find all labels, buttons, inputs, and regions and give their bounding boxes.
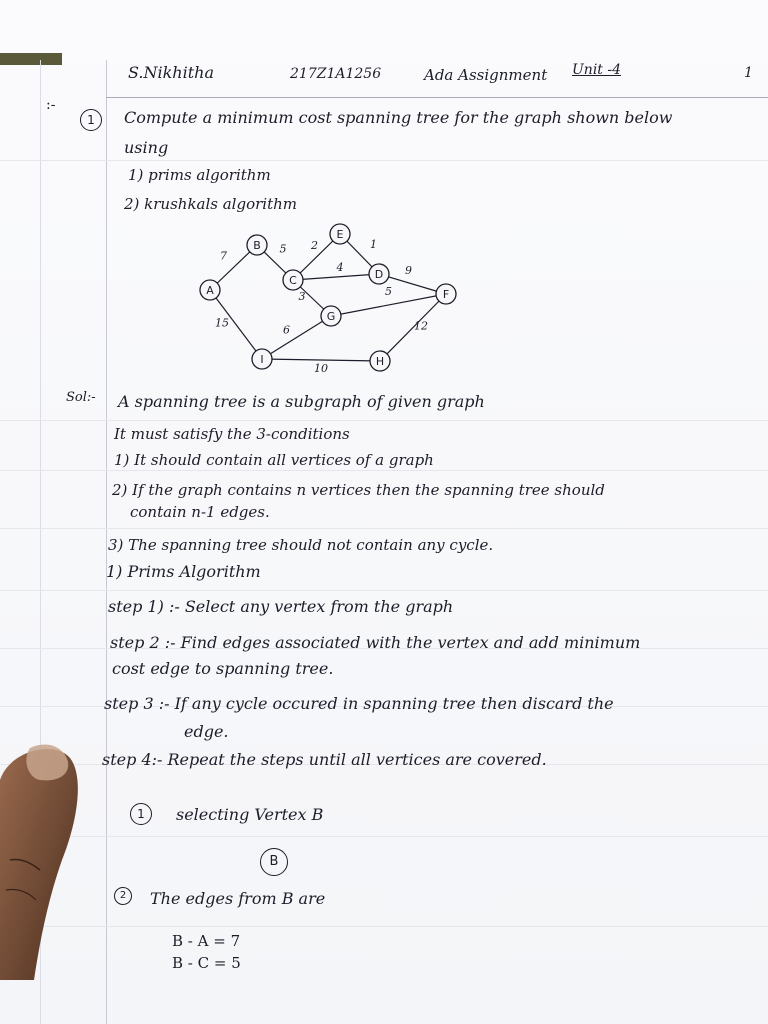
node-C [283,270,303,290]
edge-C-D [293,274,379,280]
ruled-line [0,836,768,837]
node-A [200,280,220,300]
step-3b: edge. [184,722,229,741]
ruled-line [0,926,768,927]
edge-b-c: B - C = 5 [172,954,241,972]
node-F [436,284,456,304]
tape-strip [0,53,62,65]
weight-C-D: 4 [336,261,344,274]
svg-text:H: H [375,355,385,368]
weighted-graph [190,218,470,380]
question-option-2: 2) krushkals algorithm [124,195,297,213]
node-B [247,235,267,255]
svg-text:G: G [326,310,336,323]
edge-I-G [262,316,331,359]
weight-C-E: 2 [311,239,318,252]
weight-B-C: 5 [279,242,287,256]
condition-2a: 2) If the graph contains n vertices then the spanning tree should [112,481,605,499]
selection-number: 1 [130,803,152,825]
svg-text:C: C [289,274,297,287]
ruled-line [0,420,768,421]
svg-text:D: D [374,268,384,281]
node-G [321,306,341,326]
node-E [330,224,350,244]
assignment-title: Ada Assignment [424,66,548,84]
ruled-line [0,590,768,591]
weight-F-H: 12 [414,319,428,333]
weight-D-F: 9 [405,264,412,277]
solution-line-2: It must satisfy the 3-conditions [114,425,350,443]
edge-F-H [380,294,446,361]
ruled-line [0,160,768,161]
ruled-line [0,528,768,529]
weight-G-F: 5 [385,285,392,298]
edges-step-number: 2 [114,887,132,905]
margin-mark: :- [46,97,56,113]
question-line-2: using [124,138,169,157]
prims-title: 1) Prims Algorithm [106,562,261,581]
step-3a: step 3 :- If any cycle occured in spanning tree then discard the [104,694,614,713]
step-1: step 1) :- Select any vertex from the graph [108,597,454,616]
graph-edges [210,234,446,361]
thumb-photo-artifact [0,740,90,980]
svg-text:F: F [442,288,450,301]
svg-text:A: A [206,284,214,297]
node-I [252,349,272,369]
solution-line-1: A spanning tree is a subgraph of given graph [118,392,485,411]
roll-number: 217Z1A1256 [290,66,382,82]
condition-2b: contain n-1 edges. [130,503,270,521]
ruled-line [0,470,768,471]
weight-E-D: 1 [370,238,377,251]
page-number: 1 [744,65,753,81]
margin-line [106,60,107,1024]
header-rule [106,97,768,98]
weight-A-B: 7 [220,249,227,263]
svg-text:I: I [260,353,264,366]
step-2a: step 2 :- Find edges associated with the vertex and add minimum [110,633,641,652]
edges-from-b-text: The edges from B are [150,889,326,908]
student-name: S.Nikhitha [128,63,214,82]
edge-I-H [262,359,380,361]
node-H [370,351,390,371]
question-option-1: 1) prims algorithm [128,166,271,184]
sol-label: Sol:- [66,390,96,405]
step-4: step 4:- Repeat the steps until all vertices are covered. [102,750,547,769]
weight-A-I: 15 [215,316,229,330]
weight-C-G: 3 [298,290,306,303]
unit-label: Unit -4 [572,62,622,78]
condition-1: 1) It should contain all vertices of a graph [114,451,434,469]
edge-b-a: B - A = 7 [172,932,241,950]
weight-I-H: 10 [314,362,328,375]
condition-3: 3) The spanning tree should not contain any cycle. [108,536,494,554]
node-D [369,264,389,284]
step-2b: cost edge to spanning tree. [112,659,334,678]
question-line-1: Compute a minimum cost spanning tree for the graph shown below [124,108,673,127]
svg-text:B: B [253,239,261,252]
question-number: 1 [80,109,102,131]
selected-node-b: B [260,848,288,876]
weight-I-G: 6 [283,323,290,337]
svg-text:E: E [336,228,344,241]
selection-text: selecting Vertex B [176,805,324,824]
